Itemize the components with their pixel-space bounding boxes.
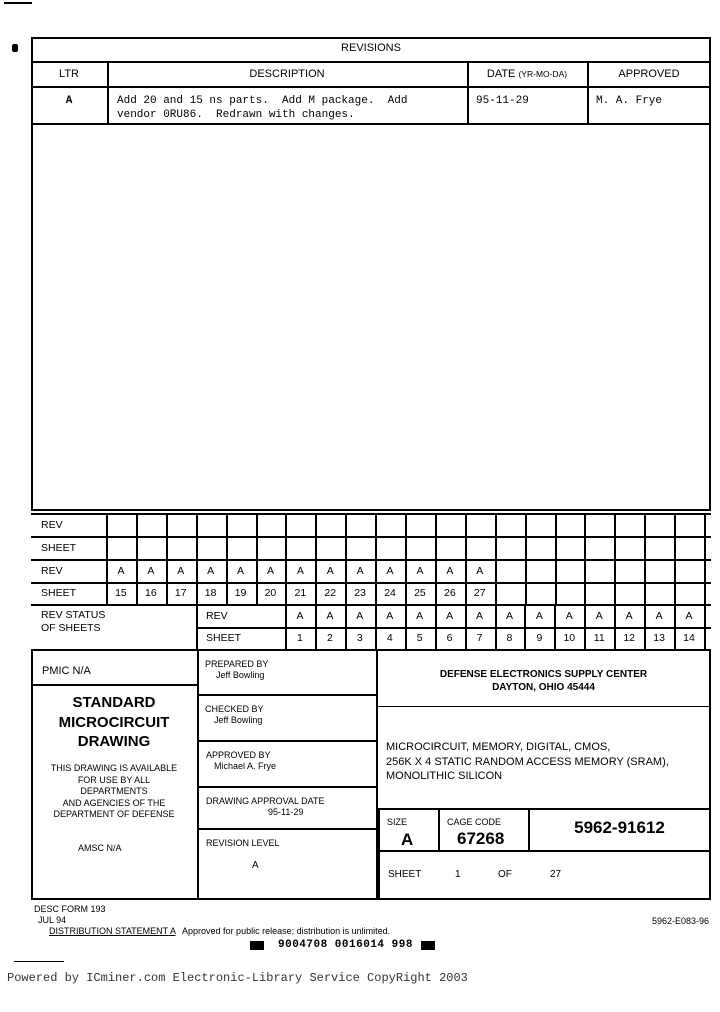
grid-cell-sheet-top <box>166 537 196 559</box>
grid-cell-rev <box>495 560 525 582</box>
rev-status-sheet-cell: 1 <box>297 632 303 644</box>
grid-cell-sheet-top <box>644 537 674 559</box>
divider <box>31 86 711 88</box>
standard-drawing-title <box>31 693 197 752</box>
grid-cell-rev: A <box>237 565 245 577</box>
grid-cell-rev: A <box>177 565 185 577</box>
sheet-number: 1 <box>455 869 461 880</box>
revision-date: 95-11-29 <box>476 95 529 107</box>
divider <box>376 706 711 707</box>
grid-cell-sheet <box>584 582 614 604</box>
agency-line1: DEFENSE ELECTRONICS SUPPLY CENTER <box>439 669 648 680</box>
grid-cell-sheet-top <box>435 537 465 559</box>
divider <box>704 513 706 604</box>
divider <box>14 961 64 962</box>
grid-cell-sheet <box>614 582 644 604</box>
rev-status-sheet-cell: 4 <box>386 632 393 644</box>
rev-status-sheet-cell: 12 <box>623 632 635 644</box>
agency <box>376 668 711 694</box>
grid-cell-rev: A <box>356 565 364 577</box>
rev-status-rev-cell: A <box>416 610 424 622</box>
divider <box>438 808 440 851</box>
title-line1: MICROCIRCUIT, MEMORY, DIGITAL, CMOS, <box>386 741 611 753</box>
revision-description-line1: Add 20 and 15 ns parts. Add M package. Add <box>117 95 408 107</box>
rev-status-sheet-cell: 10 <box>563 632 576 644</box>
rev-status-sheet-cell: 7 <box>476 632 483 644</box>
divider <box>31 684 198 686</box>
header-ltr: LTR <box>59 68 79 80</box>
grid-cell-rev-top <box>315 514 345 536</box>
grid-cell-sheet: 26 <box>443 587 456 599</box>
revision-approved: M. A. Frye <box>596 95 663 107</box>
divider <box>197 649 199 900</box>
grid-cell-rev-top <box>614 514 644 536</box>
size-value: A <box>401 830 414 849</box>
agency-line2: DAYTON, OHIO 45444 <box>492 682 595 693</box>
rev-status-rev-cell: A <box>296 610 304 622</box>
grid-cell-sheet-top <box>315 537 345 559</box>
grid-cell-rev: A <box>386 565 394 577</box>
grid-cell-rev: A <box>147 565 155 577</box>
prepared-by: Jeff Bowling <box>216 670 265 680</box>
grid-cell-rev: A <box>326 565 334 577</box>
grid-cell-sheet-top <box>614 537 644 559</box>
divider <box>31 61 711 63</box>
grid-cell-sheet-top <box>285 537 315 559</box>
grid-cell-rev-top <box>435 514 465 536</box>
grid-cell-rev-top <box>345 514 375 536</box>
grid-cell-sheet-top <box>525 537 555 559</box>
rev-status-sheet-cell: 14 <box>683 632 695 644</box>
grid-cell-sheet: 15 <box>115 587 127 599</box>
header-description: DESCRIPTION <box>249 68 325 80</box>
grid-cell-rev-top <box>405 514 435 536</box>
grid-cell-rev-top <box>674 514 704 536</box>
rev-status-line1: REV STATUS <box>41 609 106 621</box>
standard-line2: MICROCIRCUIT <box>58 713 170 731</box>
divider <box>704 604 706 649</box>
grid-cell-sheet: 24 <box>384 587 396 599</box>
approved-by-label: APPROVED BY <box>206 750 271 760</box>
approved-by: Michael A. Frye <box>214 761 277 771</box>
grid-cell-rev-top <box>375 514 405 536</box>
grid-cell-sheet-top <box>106 537 136 559</box>
rev-status-rev-cell: A <box>386 610 394 622</box>
grid-cell-sheet <box>525 582 555 604</box>
grid-cell-rev: A <box>266 565 274 577</box>
divider <box>31 123 711 125</box>
grid-cell-rev: A <box>446 565 454 577</box>
divider <box>197 740 377 742</box>
pmic: PMIC N/A <box>42 665 91 677</box>
powered-by: Powered by ICminer.com Electronic-Library Service CopyRight 2003 <box>7 971 468 985</box>
header-approved: APPROVED <box>618 68 680 80</box>
grid-cell-rev-top <box>166 514 196 536</box>
grid-cell-sheet-top <box>674 537 704 559</box>
divider <box>196 604 198 649</box>
rev-status-sheet-label: SHEET <box>206 632 242 644</box>
rev-status-sheet-cell: 11 <box>593 632 605 644</box>
rev-status-line2: OF SHEETS <box>41 622 101 634</box>
grid-cell-rev: A <box>207 565 215 577</box>
prepared-by-label: PREPARED BY <box>205 659 269 669</box>
grid-cell-sheet-top <box>196 537 226 559</box>
divider <box>197 786 377 788</box>
grid-cell-sheet-top <box>495 537 525 559</box>
grid-cell-rev <box>555 560 585 582</box>
grid-cell-sheet-top <box>405 537 435 559</box>
standard-line1: STANDARD <box>72 694 156 711</box>
grid-cell-sheet <box>674 582 704 604</box>
rev-status-rev-cell: A <box>565 610 573 622</box>
rev-status-rev-cell: A <box>326 610 334 622</box>
rev-status-sheet-cell: 13 <box>653 632 665 644</box>
scan-mark <box>12 44 18 52</box>
grid-cell-rev-top <box>136 514 166 536</box>
rev-status-rev-cell: A <box>356 610 364 622</box>
grid-cell-sheet: 21 <box>294 587 307 599</box>
row-label-sheet-top: SHEET <box>41 542 77 554</box>
divider <box>378 808 711 810</box>
grid-cell-sheet: 17 <box>174 587 187 599</box>
grid-cell-sheet: 22 <box>324 587 337 599</box>
rev-status-label <box>41 609 105 635</box>
rev-status-rev-cell: A <box>685 610 693 622</box>
sheet-total: 27 <box>550 869 562 880</box>
revision-ltr: A <box>65 95 73 107</box>
rev-status-sheet-cell: 6 <box>446 632 453 644</box>
grid-cell-sheet-top <box>465 537 495 559</box>
grid-cell-sheet <box>555 582 585 604</box>
grid-cell-sheet-top <box>555 537 585 559</box>
doc-code: 5962-E083-96 <box>652 916 710 926</box>
header-date-format: (YR-MO-DA) <box>518 69 568 79</box>
grid-cell-rev-top <box>525 514 555 536</box>
cage-code-label: CAGE CODE <box>447 817 502 827</box>
divider <box>197 694 377 696</box>
barcode-block <box>421 941 435 950</box>
grid-cell-rev <box>614 560 644 582</box>
cage-code-value: 67268 <box>457 829 505 848</box>
rev-status-sheet-cell: 2 <box>326 632 333 644</box>
grid-cell-sheet: 27 <box>473 587 486 599</box>
availability-statement <box>31 763 197 821</box>
rev-status-sheet-cell: 8 <box>506 632 513 644</box>
row-label-rev-top: REV <box>41 519 63 531</box>
size-label: SIZE <box>387 817 408 827</box>
rev-status-rev-label: REV <box>206 610 228 622</box>
barcode-line <box>250 939 435 951</box>
grid-cell-sheet-top <box>345 537 375 559</box>
availability-line: DEPARTMENTS <box>80 786 148 797</box>
divider <box>378 808 380 900</box>
grid-cell-rev-top <box>465 514 495 536</box>
grid-cell-rev-top <box>644 514 674 536</box>
grid-cell-rev-top <box>555 514 585 536</box>
grid-cell-rev: A <box>117 565 125 577</box>
availability-line: THIS DRAWING IS AVAILABLE <box>50 763 178 773</box>
grid-cell-rev: A <box>296 565 304 577</box>
approval-date-label: DRAWING APPROVAL DATE <box>206 796 325 806</box>
rev-status-rev-cell: A <box>655 610 663 622</box>
revisions-title: REVISIONS <box>341 42 401 54</box>
availability-line: AND AGENCIES OF THE <box>62 797 166 808</box>
revision-description-line2: vendor 0RU86. Redrawn with changes. <box>117 109 355 121</box>
sheet-label: SHEET <box>388 869 422 880</box>
barcode-block <box>250 941 264 950</box>
form-line1: DESC FORM 193 <box>34 904 106 914</box>
grid-cell-rev-top <box>256 514 286 536</box>
grid-cell-rev: A <box>416 565 424 577</box>
grid-cell-rev <box>525 560 555 582</box>
approval-date: 95-11-29 <box>268 807 304 817</box>
grid-cell-sheet: 25 <box>414 587 426 599</box>
rev-status-sheet-cell: 3 <box>356 632 363 644</box>
grid-cell-sheet: 16 <box>144 587 157 599</box>
grid-cell-rev-top <box>226 514 256 536</box>
barcode-text: 9004708 0016014 998 <box>278 939 413 951</box>
grid-cell-sheet: 19 <box>234 587 247 599</box>
revision-level-label: REVISION LEVEL <box>206 838 280 848</box>
title-line3: MONOLITHIC SILICON <box>386 770 503 782</box>
grid-cell-sheet-top <box>584 537 614 559</box>
checked-by-label: CHECKED BY <box>205 704 264 714</box>
rev-status-rev-cell: A <box>476 610 484 622</box>
drawing-title <box>386 740 669 784</box>
form-number <box>34 904 106 926</box>
availability-line: DEPARTMENT OF DEFENSE <box>53 809 175 820</box>
amsc: AMSC N/A <box>78 843 122 853</box>
grid-cell-sheet-top <box>226 537 256 559</box>
grid-cell-sheet <box>495 582 525 604</box>
grid-cell-rev-top <box>106 514 136 536</box>
grid-cell-rev-top <box>285 514 315 536</box>
header-date <box>467 68 587 80</box>
scan-mark <box>4 2 32 4</box>
grid-cell-rev <box>644 560 674 582</box>
drawing-number: 5962-91612 <box>574 818 665 837</box>
distribution-text: Approved for public release; distribution is unlimited. <box>182 926 391 936</box>
grid-cell-sheet-top <box>136 537 166 559</box>
grid-cell-sheet <box>644 582 674 604</box>
grid-cell-rev-top <box>495 514 525 536</box>
grid-cell-rev <box>674 560 704 582</box>
rev-status-sheet-cell: 5 <box>416 632 423 644</box>
grid-cell-sheet-top <box>375 537 405 559</box>
title-line2: 256K X 4 STATIC RANDOM ACCESS MEMORY (SRAM), <box>386 755 669 768</box>
form-line2: JUL 94 <box>38 915 67 925</box>
row-label-sheet: SHEET <box>41 587 77 599</box>
of-label: OF <box>498 869 512 880</box>
distribution-statement <box>49 926 390 936</box>
rev-status-rev-cell: A <box>625 610 633 622</box>
rev-status-rev-cell: A <box>505 610 513 622</box>
grid-cell-rev: A <box>476 565 484 577</box>
distribution-label: DISTRIBUTION STATEMENT A <box>49 926 176 936</box>
grid-cell-sheet: 20 <box>264 587 277 599</box>
rev-status-rev-cell: A <box>595 610 603 622</box>
divider <box>197 828 377 830</box>
divider <box>378 850 711 852</box>
grid-cell-sheet: 18 <box>204 587 217 599</box>
grid-cell-rev <box>584 560 614 582</box>
grid-cell-rev-top <box>584 514 614 536</box>
availability-line: FOR USE BY ALL <box>77 774 151 785</box>
grid-cell-sheet-top <box>256 537 286 559</box>
rev-status-sheet-cell: 9 <box>536 632 543 644</box>
header-date-label: DATE <box>486 68 516 80</box>
rev-status-rev-cell: A <box>535 610 543 622</box>
checked-by: Jeff Bowling <box>214 715 263 725</box>
row-label-rev: REV <box>41 565 63 577</box>
revision-level: A <box>252 860 259 871</box>
grid-cell-rev-top <box>196 514 226 536</box>
rev-status-rev-cell: A <box>446 610 454 622</box>
grid-cell-sheet: 23 <box>354 587 366 599</box>
standard-line3: DRAWING <box>77 733 151 750</box>
